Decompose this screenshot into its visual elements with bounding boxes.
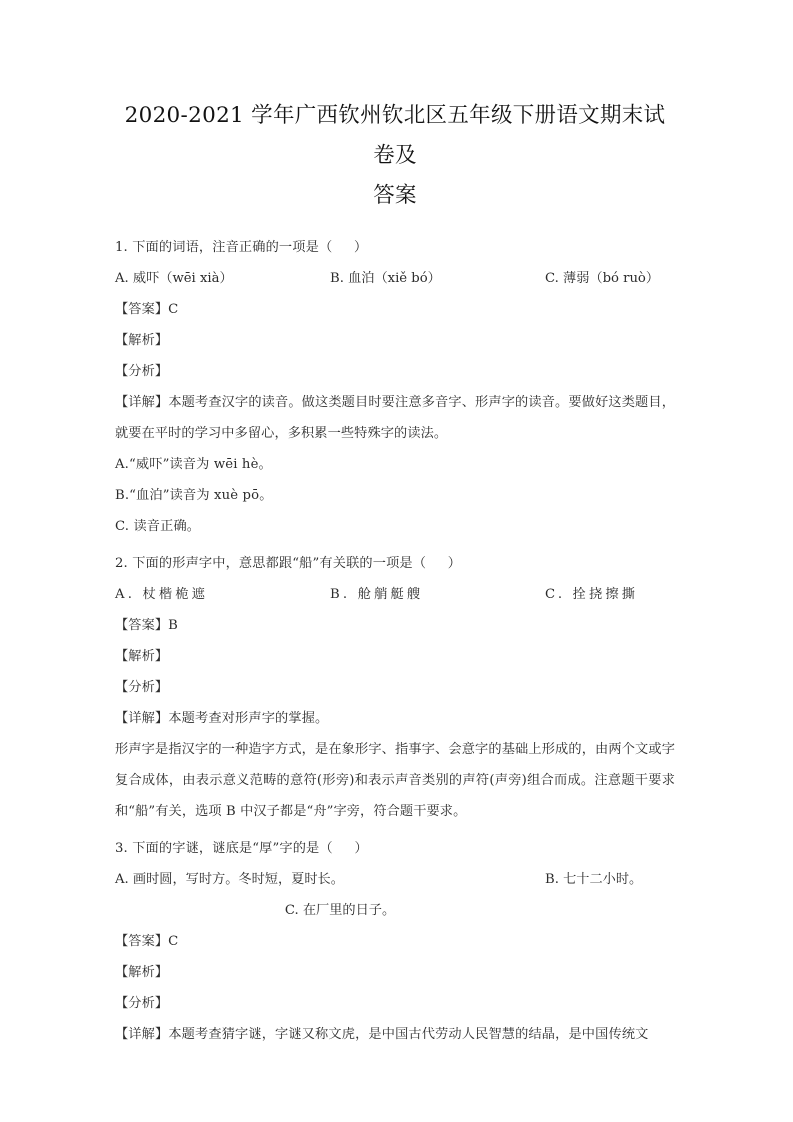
page-title-line-1: 2020-2021 学年广西钦州钦北区五年级下册语文期末试卷及	[124, 103, 666, 168]
question-1-stem: 1. 下面的词语，注音正确的一项是（ ）	[115, 240, 368, 255]
question-1-analysis-label: 【分析】	[115, 364, 169, 379]
question-block-2	[115, 548, 675, 827]
question-2-option-b-prefix: B.	[330, 587, 358, 602]
question-1-detail: 【详解】本题考查汉字的读音。做这类题目时要注意多音字、形声字的读音。要做好这类题目，就要在平时的学习中多留心，多积累一些特殊字的读法。	[115, 395, 675, 441]
question-2-option-a-chars: 杖楷桅遮	[142, 587, 209, 602]
question-1-option-a[interactable]: A. 威吓（wēi xià）	[115, 271, 233, 286]
question-1-note-a: A.“威吓”读音为 wēi hè。	[115, 457, 272, 472]
question-1-note-c: C. 读音正确。	[115, 519, 201, 534]
question-2-option-c-chars: 拴挠擦撕	[572, 587, 639, 602]
question-3-option-b[interactable]: B. 七十二小时。	[545, 872, 643, 887]
question-2-body: 形声字是指汉字的一种造字方式，是在象形字、指事字、会意字的基础上形成的，由两个文或字复合成体，由表示意义范畴的意符(形旁)和表示声音类别的声符(声旁)组合而成。注意题干要求和“船”有关，选项 B 中汉子都是“舟”字旁，符合题干要求。	[115, 742, 675, 819]
question-3-option-c[interactable]: C. 在厂里的日子。	[284, 903, 396, 918]
question-2-answer: 【答案】B	[115, 618, 178, 633]
question-2-detail: 【详解】本题考查对形声字的掌握。	[115, 711, 329, 726]
question-2-stem: 2. 下面的形声字中，意思都跟“船”有关联的一项是（ ）	[115, 556, 462, 571]
question-3-analysis-label: 【分析】	[115, 996, 169, 1011]
question-3-detail: 【详解】本题考查猜字谜，字谜又称文虎，是中国古代劳动人民智慧的结晶，是中国传统文	[115, 1027, 649, 1042]
question-1-option-b[interactable]: B. 血泊（xiě bó）	[330, 271, 441, 286]
question-3-answer: 【答案】C	[115, 934, 179, 949]
question-2-option-b-chars: 舱艄艇艘	[357, 587, 424, 602]
question-block-1	[115, 232, 675, 542]
question-3-options-row-2	[115, 895, 675, 926]
question-3-options-row-1	[115, 864, 675, 895]
question-1-note-b: B.“血泊”读音为 xuè pō。	[115, 488, 273, 503]
question-1-options	[115, 263, 675, 294]
page-title-line-2: 答案	[373, 183, 417, 208]
question-2-option-b[interactable]	[330, 579, 423, 610]
question-2-option-a[interactable]	[115, 579, 208, 610]
question-2-analysis-label: 【分析】	[115, 680, 169, 695]
question-2-options	[115, 579, 675, 610]
question-1-answer: 【答案】C	[115, 302, 179, 317]
question-3-stem: 3. 下面的字谜，谜底是“厚”字的是（ ）	[115, 841, 368, 856]
question-2-explanation-label: 【解析】	[115, 649, 169, 664]
question-2-option-a-prefix: A.	[115, 587, 143, 602]
question-2-option-c-prefix: C.	[545, 587, 573, 602]
question-3-explanation-label: 【解析】	[115, 965, 169, 980]
question-2-option-c[interactable]	[545, 579, 638, 610]
question-1-option-c[interactable]: C. 薄弱（bó ruò）	[545, 271, 660, 286]
page-title	[115, 0, 675, 216]
question-1-explanation-label: 【解析】	[115, 333, 169, 348]
question-block-3	[115, 833, 675, 1050]
question-3-option-a[interactable]: A. 画时圆，写时方。冬时短，夏时长。	[115, 872, 344, 887]
